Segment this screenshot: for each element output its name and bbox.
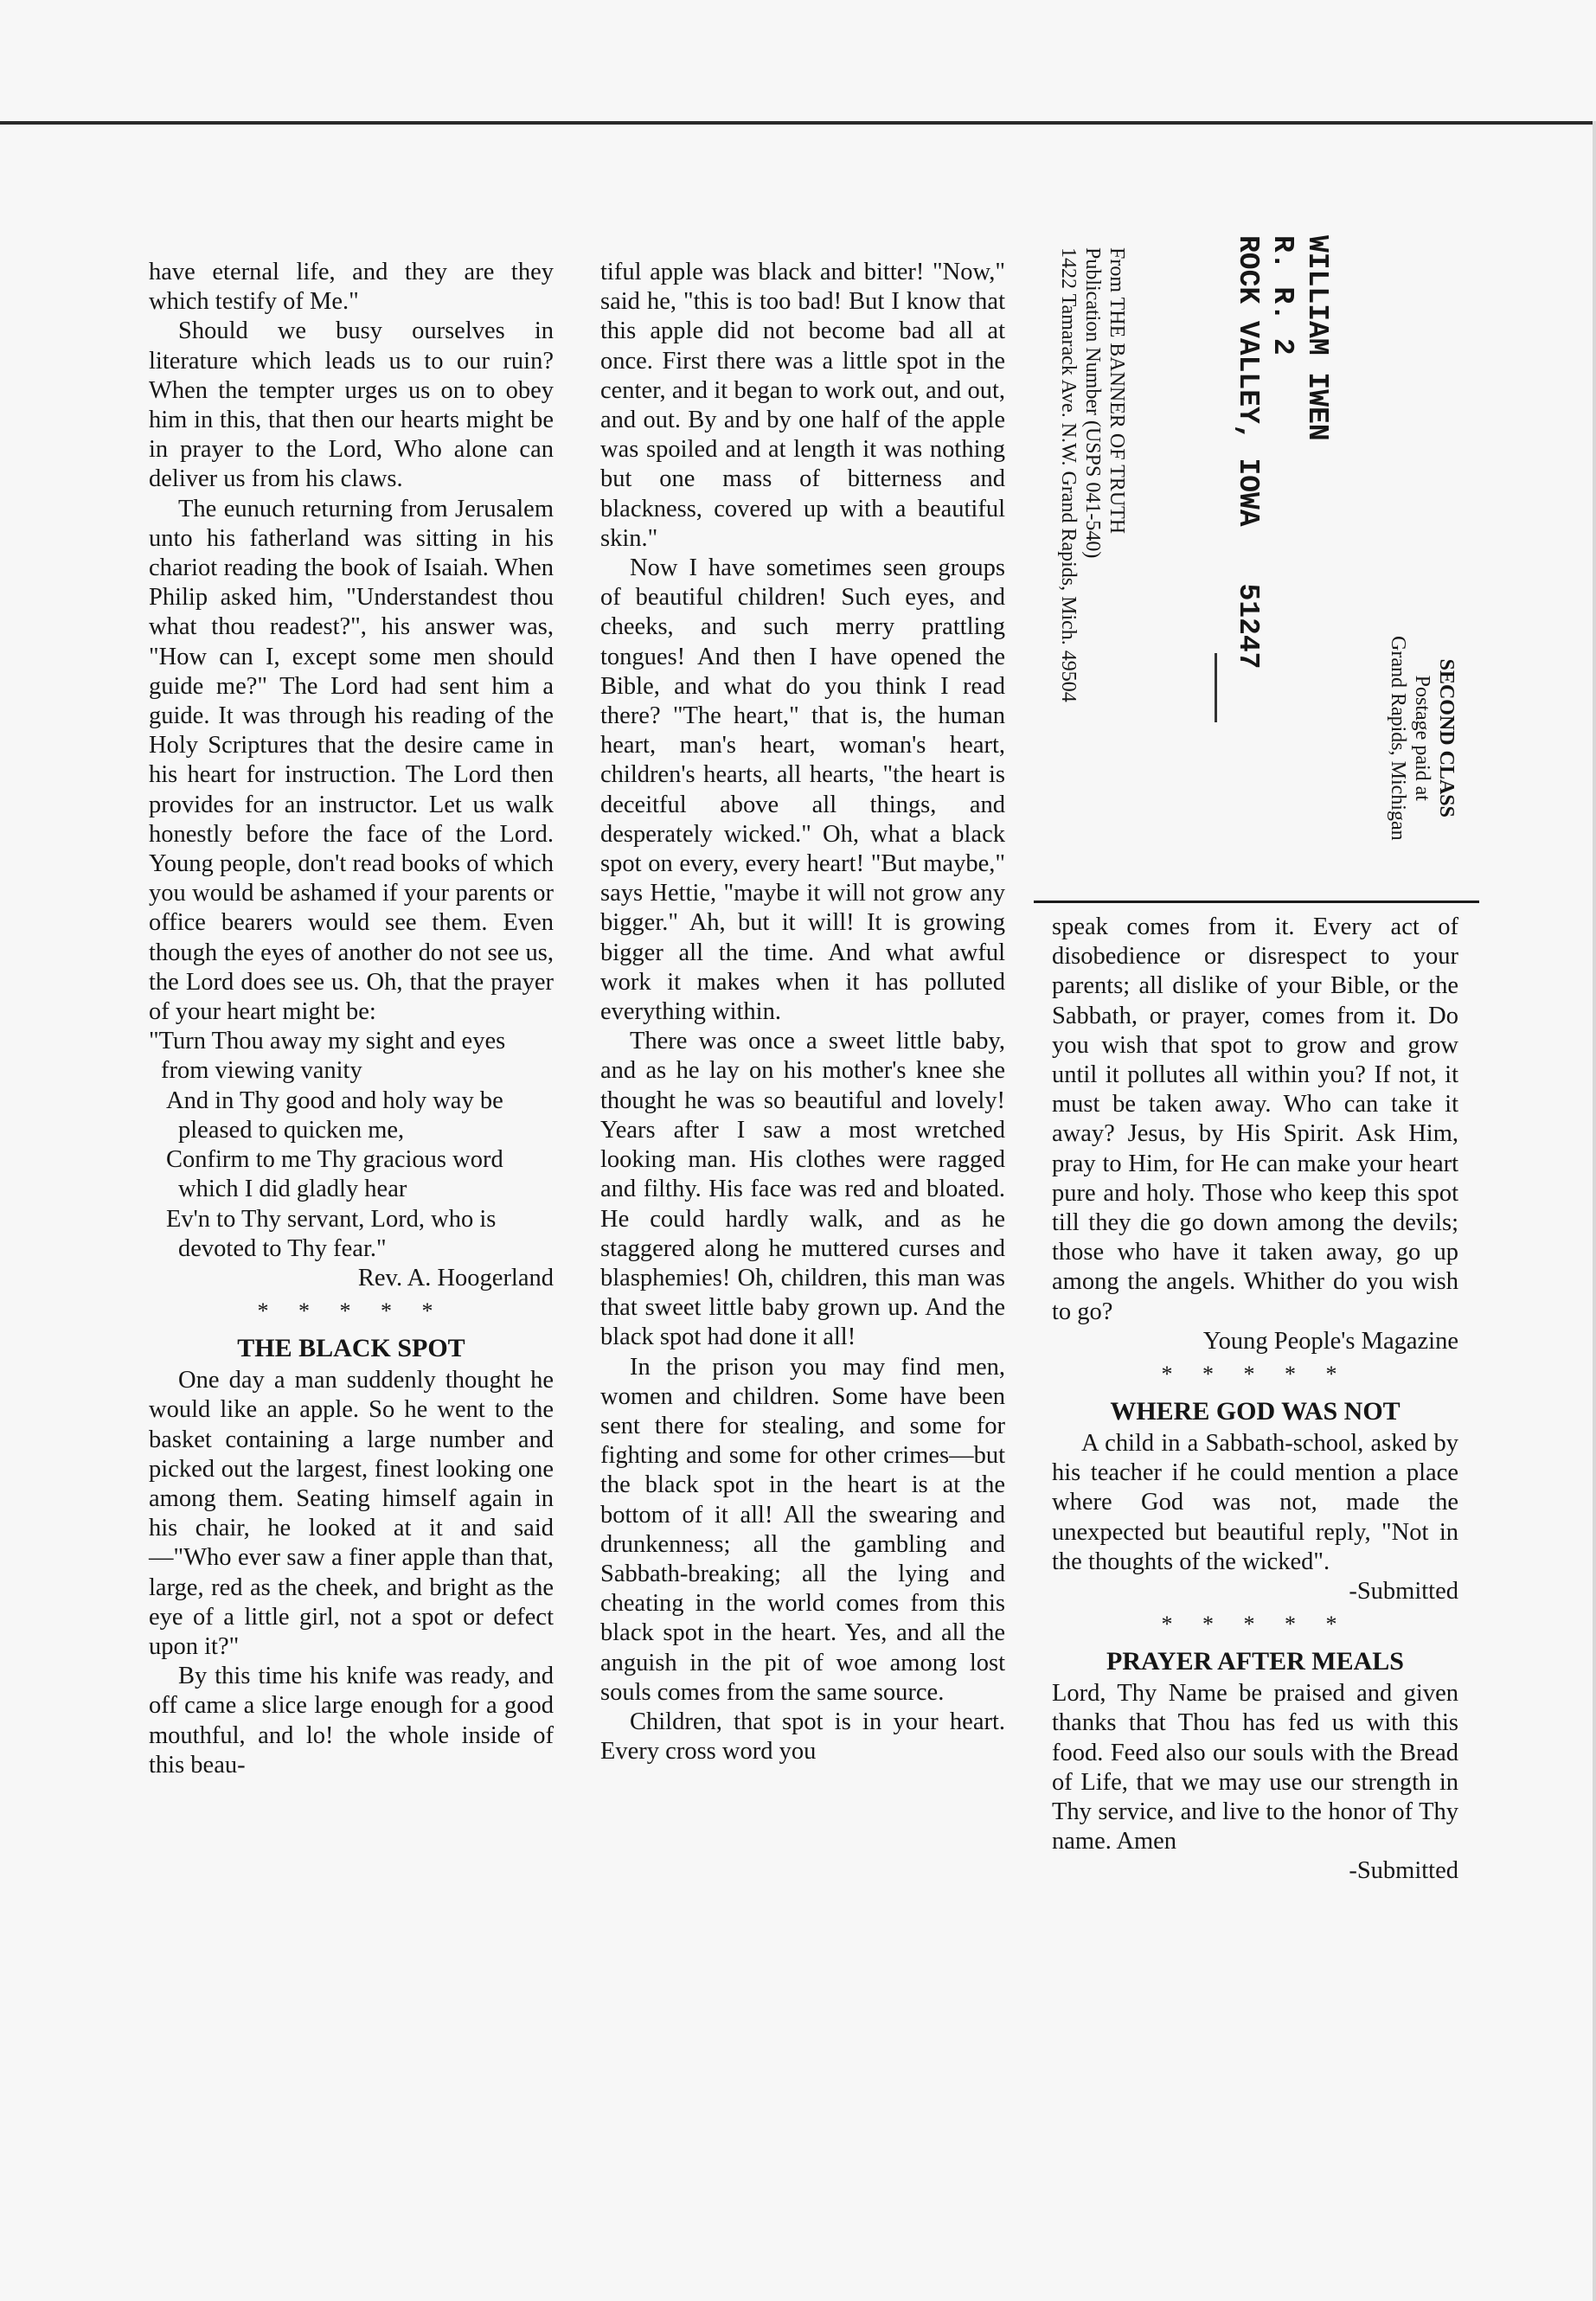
section-separator: * * * * *	[1161, 1362, 1349, 1388]
mailing-address	[1230, 235, 1334, 670]
section-separator: * * * * *	[1161, 1612, 1349, 1638]
scan-right-edge	[1593, 121, 1596, 2301]
publisher-line: From THE BANNER OF TRUTH	[1106, 247, 1128, 535]
paragraph: Now I have sometimes seen groups of beautiful children! Such eyes, and cheeks, and such merry prattling tongues! And then I have opened the Bible, and what do you think I read there? "The heart," that is, the human heart, man's heart, woman's heart, children's hearts, all hearts, "the heart is deceitful above all things, and desperately wicked." Oh, what a black spot on every, every heart! "But maybe," says Hettie, "maybe it will not grow any bigger." Ah, but it will! It is growing bigger all the time. And what awful work it makes when it has polluted everything within.	[600, 554, 1005, 1026]
address-city: ROCK VALLEY, IOWA	[1232, 235, 1264, 527]
paragraph: In the prison you may find men, women and children. Some have been sent there for stealing, and some for fighting and some for other crimes—but the black spot in the heart is at the bottom of it all! All the swearing and drunkenness; all the gambling and Sabbath-breaking; all the lying and cheating in the world comes from this black spot in the heart. Yes, and all the anguish in the pit of woe among lost souls comes from the same source.	[600, 1353, 1005, 1706]
article-heading: THE BLACK SPOT	[237, 1334, 465, 1363]
source-credit: -Submitted	[1349, 1578, 1458, 1606]
poem-line: And in Thy good and holy way be pleased to quicken me,	[166, 1086, 503, 1144]
paragraph: have eternal life, and they are they which testify of Me."	[149, 259, 554, 316]
address-name: WILLIAM IWEN	[1301, 235, 1333, 441]
paragraph: Children, that spot is in your heart. Every cross word you	[600, 1708, 1005, 1766]
poem-line: Ev'n to Thy servant, Lord, who is devoted to Thy fear."	[166, 1205, 497, 1262]
address-city-line	[1230, 235, 1265, 670]
paragraph: A child in a Sabbath-school, asked by his teacher if he could mention a place where God was not, made the unexpected but beautiful reply, "Not in the thoughts of the wicked".	[1052, 1430, 1458, 1575]
paragraph: The eunuch returning from Jerusalem unto his fatherland was sitting in his chariot reading the book of Isaiah. When Philip asked him, "Understandest thou what thou readest?", his answer was, "How can I, except some men should guide me?" The Lord had sent him a guide. It was through his reading of the Holy Scriptures that the desire came in his heart for instruction. The Lord then provides for an instructor. Let us walk honestly before the face of the Lord. Young people, don't read books of which you would be ashamed if your parents or office bearers would see them. Even though the eyes of another do not see us, the Lord does see us. Oh, that the prayer of your heart might be:	[149, 495, 554, 1026]
text-column-3	[1052, 913, 1458, 1887]
paragraph: Lord, Thy Name be praised and given thanks that Thou has fed us with this food. Feed also our souls with the Bread of Life, that we may use our strength in Thy service, and live to the honor of Thy name. Amen	[1052, 1680, 1458, 1856]
publisher-block	[1056, 247, 1129, 702]
text-column-1	[149, 258, 554, 1780]
postage-line: SECOND CLASS	[1435, 658, 1458, 817]
publisher-line: Publication Number (USPS 041-540)	[1081, 247, 1104, 559]
mailing-section-divider	[1034, 901, 1479, 903]
text-column-2	[600, 258, 1005, 1766]
source-credit: -Submitted	[1349, 1857, 1458, 1885]
article-heading: PRAYER AFTER MEALS	[1106, 1647, 1404, 1676]
section-separator: * * * * *	[257, 1298, 445, 1324]
source-credit: Young People's Magazine	[1202, 1327, 1458, 1355]
paragraph: There was once a sweet little baby, and as he lay on his mother's knee she thought he was so beautiful and lovely! Years after I saw a most wretched looking man. His clothes were ragged and filthy. His face was red and bloated. He could hardly walk, and as he staggered along he muttered curses and blasphemies! Oh, children, this man was that sweet little baby grown up. And the black spot had done it all!	[600, 1028, 1005, 1351]
postage-line: Grand Rapids, Michigan	[1387, 636, 1409, 841]
paragraph: One day a man suddenly thought he would like an apple. So he went to the basket containing a large number and picked out the largest, finest looking one among them. Seating himself again in his chair, he looked at it and said—"Who ever saw a finer apple than that, large, red as the cheek, and bright as the eye of a little girl, not a spot or defect upon it?"	[149, 1367, 554, 1660]
poem-line: "Turn Thou away my sight and eyes from viewing vanity	[149, 1028, 506, 1085]
author-signature: Rev. A. Hoogerland	[357, 1264, 554, 1292]
paragraph: tiful apple was black and bitter! "Now," said he, "this is too bad! But I know that this apple did not become bad all at once. First there was a little spot in the center, and it began to work out, and out, and out. By and by one half of the apple was spoiled and at length it was nothing but one mass of bitterness and blackness, covered up with a beautiful skin."	[600, 259, 1005, 552]
label-divider-mark	[1215, 653, 1217, 722]
article-heading: WHERE GOD WAS NOT	[1110, 1397, 1401, 1426]
paragraph: By this time his knife was ready, and off came a slice large enough for a good mouthful, and lo! the whole inside of this beau-	[149, 1663, 554, 1779]
postage-line: Postage paid at	[1411, 675, 1433, 801]
publisher-line: 1422 Tamarack Ave. N.W. Grand Rapids, Mich. 49504	[1057, 247, 1080, 702]
poem-line: Confirm to me Thy gracious word which I did gladly hear	[166, 1146, 503, 1203]
address-zip: 51247	[1232, 583, 1264, 670]
scan-top-edge	[0, 121, 1596, 125]
postage-indicia	[1386, 636, 1458, 841]
paragraph: Should we busy ourselves in literature which leads us to our ruin? When the tempter urges us on to obey him in this, that then our hearts might be in prayer to the Lord, Who alone can deliver us from his claws.	[149, 317, 554, 493]
address-route: R. R. 2	[1266, 235, 1298, 356]
paragraph: speak comes from it. Every act of disobedience or disrespect to your parents; all dislike of your Bible, or the Sabbath, or prayer, comes from it. Do you wish that spot to grow and grow until it pollutes all within you? If not, it must be taken away. Who can take it away? Jesus, by His Spirit. Ask Him, pray to Him, for He can make your heart pure and holy. Those who keep this spot till they die go down among the devils; those who have it taken away, go up among the angels. Whither do you wish to go?	[1052, 913, 1458, 1325]
